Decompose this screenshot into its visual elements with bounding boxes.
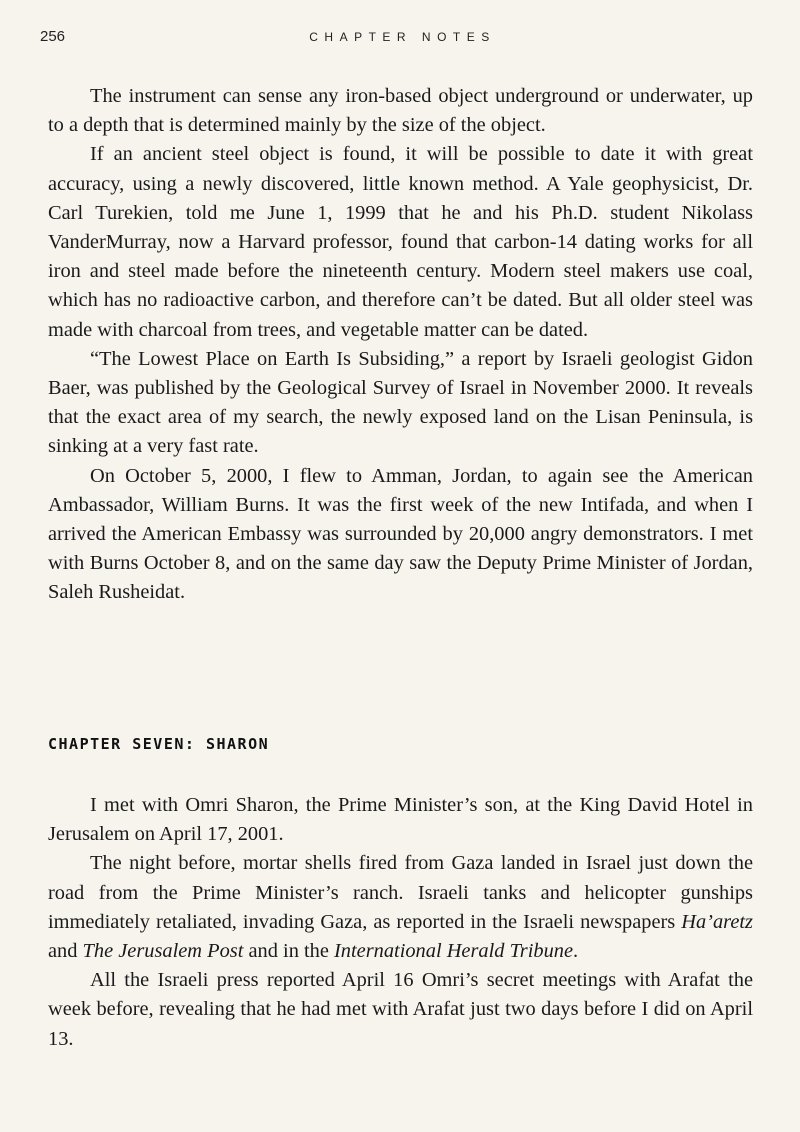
paragraph: If an ancient steel object is found, it will be possible to date it with great accuracy, using a newly discovered, little known method. A Yale geophysicist, Dr. Carl Turekien, told me June 1, 1999 that he and his Ph.D. student Nikolass VanderMurray, now a Harvard professor, found that carbon-14 dating works for all iron and steel made before the nineteenth century. Modern steel makers use coal, which has no radioactive carbon, and therefore can’t be dated. But all older steel was made with charcoal from trees, and vegetable matter can be dated. [48,143,753,341]
text-run: and [48,940,83,963]
text-run: . [573,940,579,963]
newspaper-title: International Herald Tribune [334,940,574,963]
notes-text-before [48,82,753,608]
text-run: and in the [243,940,334,963]
paragraph: I met with Omri Sharon, the Prime Minister’s son, at the King David Hotel in Jerusalem on April 17, 2001. [48,794,753,846]
newspaper-title: Ha’aretz [681,910,753,933]
paragraph: On October 5, 2000, I flew to Amman, Jordan, to again see the American Ambassador, William Burns. It was the first week of the new Intifada, and when I arrived the American Embassy was surrounded by 20,000 angry demonstrators. I met with Burns October 8, and on the same day saw the Deputy Prime Minister of Jordan, Saleh Rusheidat. [48,464,753,604]
paragraph: All the Israeli press reported April 16 Omri’s secret meetings with Arafat the week before, revealing that he had met with Arafat just two days before I did on April 13. [48,969,753,1050]
paragraph: The instrument can sense any iron-based object underground or underwater, up to a depth that is determined mainly by the size of the object. [48,85,753,137]
text-run: The night before, mortar shells fired from Gaza landed in Israel just down the road from the Prime Minister’s ranch. Israeli tanks and helicopter gunships immediately retaliated, invading Gaza, as reported in the Israeli newspapers [48,852,753,933]
paragraph [48,849,753,966]
notes-text-after [48,791,753,1054]
running-header [0,28,800,48]
section-heading: CHAPTER SEVEN: SHARON [48,735,270,753]
page-number: 256 [40,28,66,45]
paragraph: “The Lowest Place on Earth Is Subsiding,” a report by Israeli geologist Gidon Baer, was published by the Geological Survey of Israel in November 2000. It reveals that the exact area of my search, the newly exposed land on the Lisan Peninsula, is sinking at a very fast rate. [48,347,753,458]
running-title: CHAPTER NOTES [309,30,496,44]
newspaper-title: The Jerusalem Post [82,940,244,963]
